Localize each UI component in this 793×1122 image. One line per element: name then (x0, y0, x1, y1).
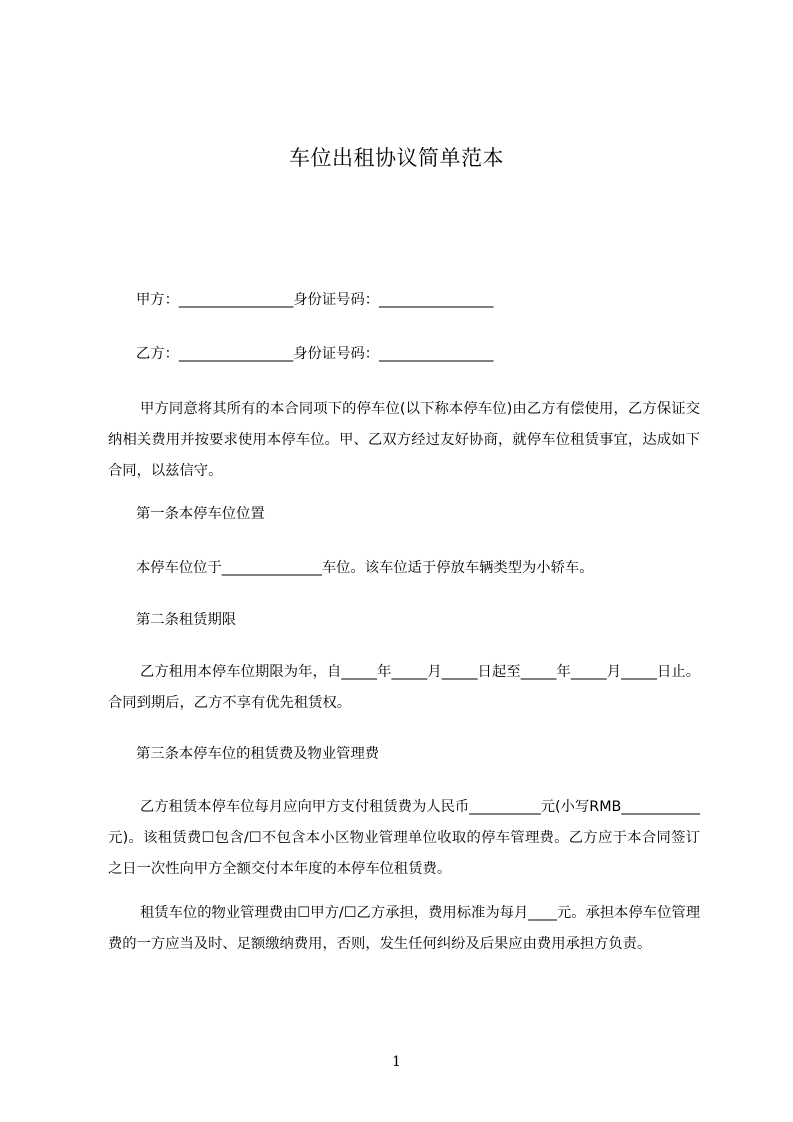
article-3-heading: 第三条本停车位的租赁费及物业管理费 (136, 746, 380, 762)
article-1-text: 本停车位位于______________车位。该车位适于停放车辆类型为小轿车。 (136, 560, 594, 576)
party-a-line: 甲方：________________身份证号码：________________ (136, 292, 494, 308)
party-b-line: 乙方：________________身份证号码：________________ (136, 346, 494, 362)
intro-paragraph: 甲方同意将其所有的本合同项下的停车位(以下称本停车位)由乙方有偿使用，乙方保证交纳相关费用并按要求使用本停车位。甲、乙双方经过友好协商，就停车位租赁事宜，达成如下合同，以兹信守。 (108, 401, 700, 479)
article-3-paragraph-1: 乙方租赁本停车位每月应向甲方支付租赁费为人民币__________元(小写RMB___________元)。该租赁费☐包含/☐不包含本小区物业管理单位收取的停车管理费。乙方应于本合同签订之日一次性向甲方全额交付本年度的本停车位租赁费。 (108, 799, 700, 877)
page-number: 1 (392, 1054, 401, 1070)
article-3-paragraph-2: 租赁车位的物业管理费由☐甲方/☐乙方承担，费用标准为每月____元。承担本停车位管理费的一方应当及时、足额缴纳费用，否则，发生任何纠纷及后果应由费用承担方负责。 (108, 905, 700, 952)
article-1-heading: 第一条本停车位位置 (136, 506, 265, 522)
article-2-text: 乙方租用本停车位期限为年，自_____年_____月_____日起至_____年_____月_____日止。合同到期后，乙方不享有优先租赁权。 (108, 664, 700, 711)
article-2-heading: 第二条租赁期限 (136, 612, 237, 628)
document-title: 车位出租协议简单范本 (289, 146, 504, 170)
